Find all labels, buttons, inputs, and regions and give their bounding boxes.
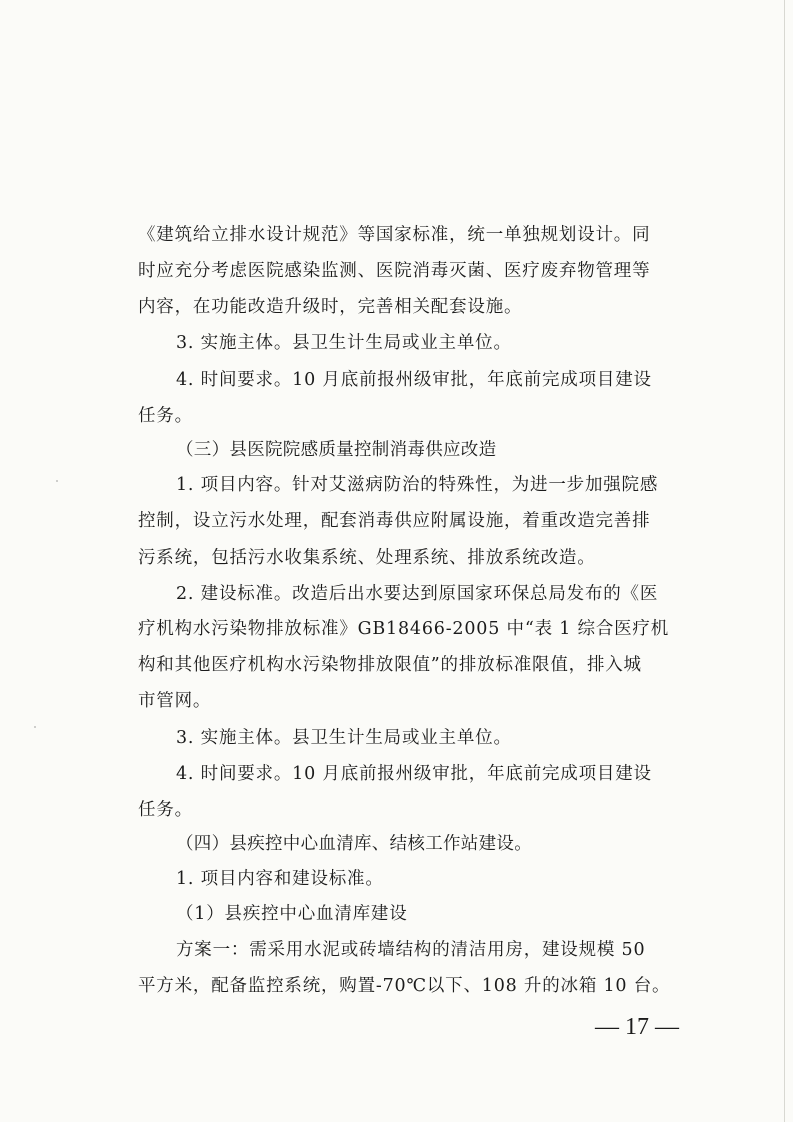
body-line: 内容，在功能改造升级时，完善相关配套设施。 (138, 297, 523, 317)
body-line: 市管网。 (138, 691, 212, 711)
body-line: 控制，设立污水处理，配套消毒供应附属设施，着重改造完善排 (138, 511, 651, 531)
body-line: 《建筑给立排水设计规范》等国家标准，统一单独规划设计。同 (138, 225, 651, 245)
scan-edge-line (784, 0, 785, 1122)
body-line: 污系统，包括污水收集系统、处理系统、排放系统改造。 (138, 548, 596, 568)
body-line: 4. 时间要求。10 月底前报州级审批，年底前完成项目建设 (176, 764, 652, 784)
body-line: 任务。 (138, 800, 193, 820)
body-line: 1. 项目内容和建设标准。 (176, 869, 384, 889)
section-heading: （三）县医院院感质量控制消毒供应改造 (176, 440, 497, 460)
scan-speck (34, 726, 36, 728)
body-line: 时应充分考虑医院感染监测、医院消毒灭菌、医疗废弃物管理等 (138, 261, 651, 281)
body-line: 疗机构水污染物排放标准》GB18466-2005 中“表 1 综合医疗机 (138, 619, 670, 639)
body-line: 4. 时间要求。10 月底前报州级审批，年底前完成项目建设 (176, 370, 652, 390)
scan-speck (56, 480, 58, 482)
body-line: 3. 实施主体。县卫生计生局或业主单位。 (176, 333, 512, 353)
body-line: 方案一：需采用水泥或砖墙结构的清洁用房，建设规模 50 (176, 940, 646, 960)
body-line: 3. 实施主体。县卫生计生局或业主单位。 (176, 728, 512, 748)
body-line: 1. 项目内容。针对艾滋病防治的特殊性，为进一步加强院感 (176, 475, 659, 495)
body-line: （1）县疾控中心血清库建设 (176, 904, 408, 924)
body-line: 构和其他医疗机构水污染物排放限值”的排放标准限值，排入城 (138, 655, 642, 675)
body-line: 平方米，配备监控系统，购置-70℃以下、108 升的冰箱 10 台。 (138, 976, 671, 996)
page-number: — 17 — (595, 1014, 679, 1040)
body-line: 任务。 (138, 406, 193, 426)
section-heading: （四）县疾控中心血清库、结核工作站建设。 (176, 834, 532, 854)
body-line: 2. 建设标准。改造后出水要达到原国家环保总局发布的《医 (176, 584, 659, 604)
